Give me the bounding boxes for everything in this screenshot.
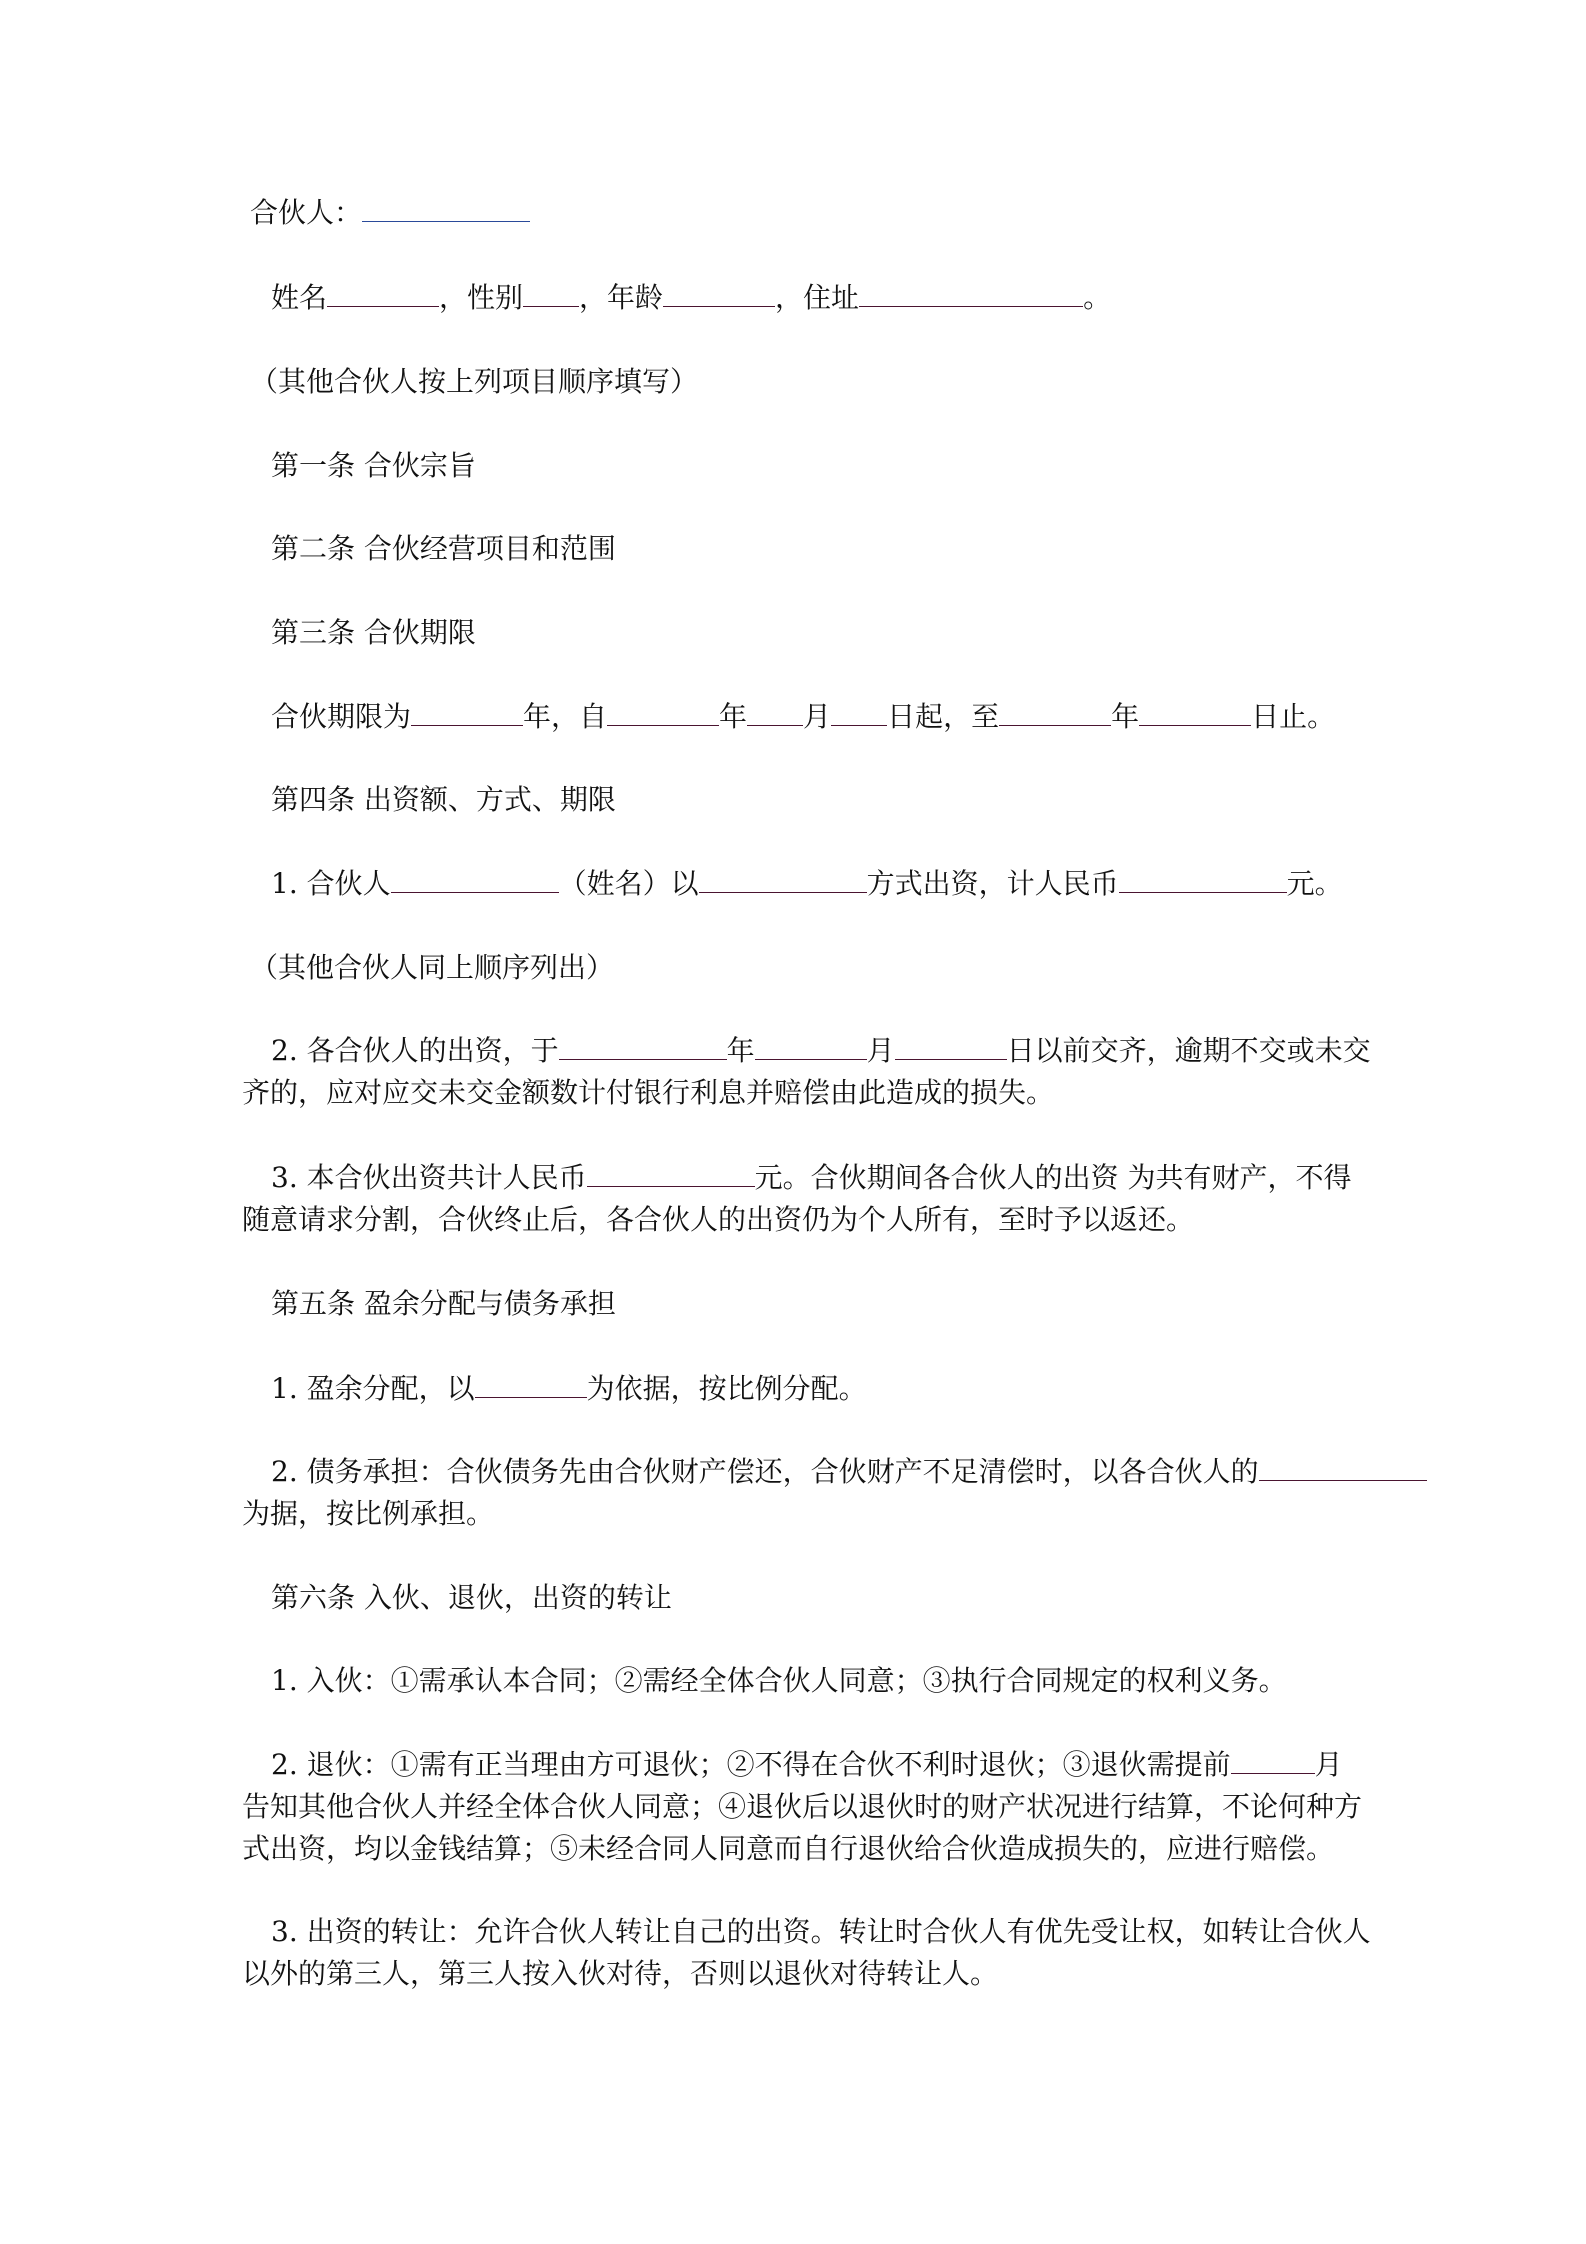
fill-in-blank [607,699,719,726]
article-5-clause-2-cont: 为据，按比例承担。 [242,1497,495,1530]
note-other-partners: （其他合伙人按上列项目顺序填写） [250,365,699,398]
fill-in-blank [523,280,579,307]
article-5-title: 第五条 盈余分配与债务承担 [271,1287,616,1320]
fill-in-blank [747,699,803,726]
article-3-body: 合伙期限为 年，自 年 月 日起，至 年 日止。 [271,700,1336,733]
article-6-title: 第六条 入伙、退伙，出资的转让 [271,1581,672,1614]
article-4-clause-2: 2. 各合伙人的出资，于 年 月 日以前交齐，逾期不交或未交 [271,1034,1371,1067]
article-4-clause-1: 1. 合伙人 （姓名）以 方式出资，计人民币 元。 [271,867,1343,900]
article-6-clause-2-end: 式出资，均以金钱结算；⑤未经合同人同意而自行退伙给合伙造成损失的，应进行赔偿。 [242,1832,1335,1865]
fill-in-blank [999,699,1111,726]
fill-in-blank [362,195,530,222]
note-other-partners-2: （其他合伙人同上顺序列出） [250,951,615,984]
article-5-clause-2: 2. 债务承担：合伙债务先由合伙财产偿还，合伙财产不足清偿时，以各合伙人的 [271,1454,1427,1490]
fill-in-blank [587,1160,755,1187]
fill-in-blank [411,699,523,726]
article-4-title: 第四条 出资额、方式、期限 [271,783,616,816]
fill-in-blank [895,1033,1007,1060]
article-6-clause-3: 3. 出资的转让：允许合伙人转让自己的出资。转让时合伙人有优先受让权，如转让合伙人 [271,1915,1371,1948]
partner-header: 合伙人： [250,195,530,231]
fill-in-blank [1231,1747,1315,1774]
article-4-clause-3-cont: 随意请求分割，合伙终止后，各合伙人的出资仍为个人所有，至时予以返还。 [242,1203,1195,1236]
fill-in-blank [699,866,867,893]
fill-in-blank [831,699,887,726]
article-6-clause-1: 1. 入伙：①需承认本合同；②需经全体合伙人同意；③执行合同规定的权利义务。 [271,1664,1287,1697]
fill-in-blank [663,280,775,307]
article-6-clause-2: 2. 退伙：①需有正当理由方可退伙；②不得在合伙不利时退伙；③退伙需提前 月 [271,1748,1343,1781]
fill-in-blank [1139,699,1251,726]
article-4-clause-2-cont: 齐的，应对应交未交金额数计付银行利息并赔偿由此造成的损失。 [242,1076,1055,1109]
fill-in-blank [391,866,559,893]
partner-info: 姓名 ，性别 ，年龄 ，住址 。 [271,281,1112,314]
article-6-clause-2-cont: 告知其他合伙人并经全体合伙人同意；④退伙后以退伙时的财产状况进行结算，不论何种方 [242,1790,1363,1823]
fill-in-blank [1119,866,1287,893]
fill-in-blank [1259,1454,1427,1481]
fill-in-blank [327,280,439,307]
fill-in-blank [559,1033,727,1060]
article-3-title: 第三条 合伙期限 [271,616,476,649]
fill-in-blank [755,1033,867,1060]
fill-in-blank [859,280,1083,307]
article-4-clause-3: 3. 本合伙出资共计人民币 元。合伙期间各合伙人的出资 为共有财产，不得 [271,1161,1352,1194]
fill-in-blank [475,1371,587,1398]
article-6-clause-3-cont: 以外的第三人，第三人按入伙对待，否则以退伙对待转让人。 [242,1957,999,1990]
article-2-title: 第二条 合伙经营项目和范围 [271,532,616,565]
article-5-clause-1: 1. 盈余分配，以 为依据，按比例分配。 [271,1372,867,1405]
article-1-title: 第一条 合伙宗旨 [271,449,476,482]
